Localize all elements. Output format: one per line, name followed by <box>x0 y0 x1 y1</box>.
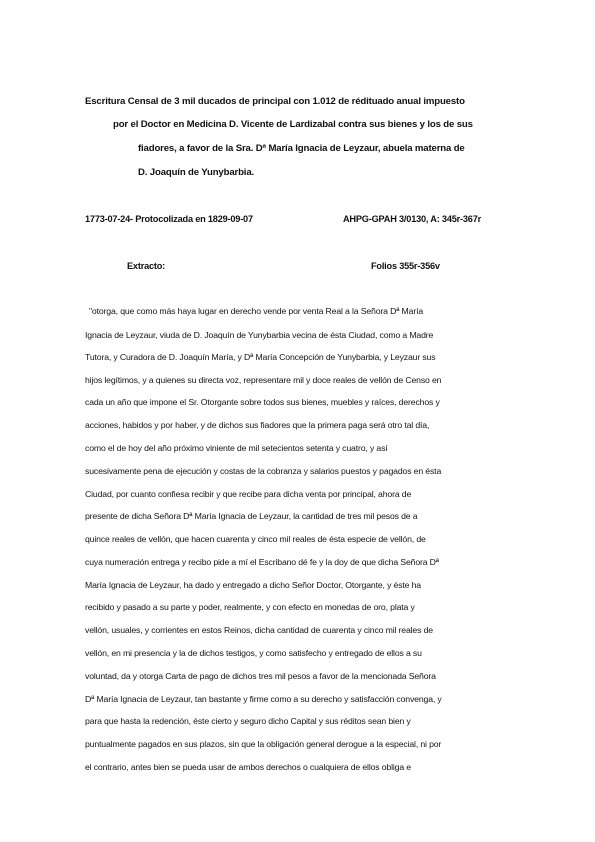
document-title-line-2: por el Doctor en Medicina D. Vicente de Lardizabal contra sus bienes y los de sus <box>113 119 473 130</box>
body-line: el contrario, antes bien se pueda usar de ambos derechos o cualquiera de ellos obliga e <box>85 762 411 772</box>
document-title-line-3: fiadores, a favor de la Sra. Dª María Ignacia de Leyzaur, abuela materna de <box>138 143 465 154</box>
extract-label: Extracto: <box>127 261 166 271</box>
body-line: Dª María Ignacia de Leyzaur, tan bastante y firme como a su derecho y satisfacción convenga, y <box>85 694 442 704</box>
body-line: como el de hoy del año próximo viniente de mil setecientos setenta y cuatro, y así <box>85 443 388 453</box>
body-line: cuya numeración entrega y recibo pide a mí el Escribano dé fe y la doy de que dicha Señora Dª <box>85 557 439 567</box>
body-line: acciones, habidos y por haber, y de dichos sus fiadores que la primera paga será otro tal día, <box>85 420 430 430</box>
body-line: quince reales de vellón, que hacen cuarenta y cinco mil reales de ésta especie de vellón, de <box>85 534 426 544</box>
body-line: Ignacia de Leyzaur, viuda de D. Joaquín de Yunybarbia vecina de ésta Ciudad, como a Madre <box>85 330 434 340</box>
body-line: vellón, usuales, y corrientes en estos Reinos, dicha cantidad de cuarenta y cinco mil reales de <box>85 625 433 635</box>
body-line: Tutora, y Curadora de D. Joaquín María, y Dª María Concepción de Yunybarbia, y Leyzaur sus <box>85 352 436 362</box>
body-line: hijos legítimos, y a quienes su directa voz, representare mil y doce reales de vellón de Censo en <box>85 375 442 385</box>
body-line: María Ignacia de Leyzaur, ha dado y entregado a dicho Señor Doctor, Otorgante, y éste ha <box>85 580 421 590</box>
document-date-line: 1773-07-24- Protocolizada en 1829-09-07 <box>85 214 253 224</box>
body-line: sucesivamente pena de ejecución y costas de la cobranza y salarios puestos y pagados en ésta <box>85 466 442 476</box>
body-line: recibido y pasado a su parte y poder, realmente, y con efecto en monedas de oro, plata y <box>85 602 415 612</box>
document-title-line-1: Escritura Censal de 3 mil ducados de principal con 1.012 de rédituado anual impuesto <box>85 96 465 107</box>
body-line: Ciudad, por cuanto confiesa recibir y que recibe para dicha venta por principal, ahora de <box>85 489 412 499</box>
body-line: cada un año que impone el Sr. Otorgante sobre todos sus bienes, muebles y raíces, derechos y <box>85 397 440 407</box>
folios-reference: Folios 355r-356v <box>371 261 440 271</box>
body-line: voluntad, da y otorga Carta de pago de dichos tres mil pesos a favor de la mencionada Señora <box>85 671 436 681</box>
body-line: vellón, en mi presencia y la de dichos testigos, y como satisfecho y entregado de ellos a su <box>85 648 422 658</box>
body-line: presente de dicha Señora Dª María Ignacia de Leyzaur, la cantidad de tres mil pesos de a <box>85 511 418 521</box>
archive-reference: AHPG-GPAH 3/0130, A: 345r-367r <box>343 214 481 224</box>
body-line: "otorga, que como más haya lugar en derecho vende por venta Real a la Señora Dª María <box>89 306 424 316</box>
body-line: para que hasta la redención, éste cierto y seguro dicho Capital y sus réditos sean bien y <box>85 716 411 726</box>
document-title-line-4: D. Joaquín de Yunybarbia. <box>138 167 255 178</box>
body-line: puntualmente pagados en sus plazos, sin que la obligación general derogue a la especial, ni por <box>85 739 442 749</box>
